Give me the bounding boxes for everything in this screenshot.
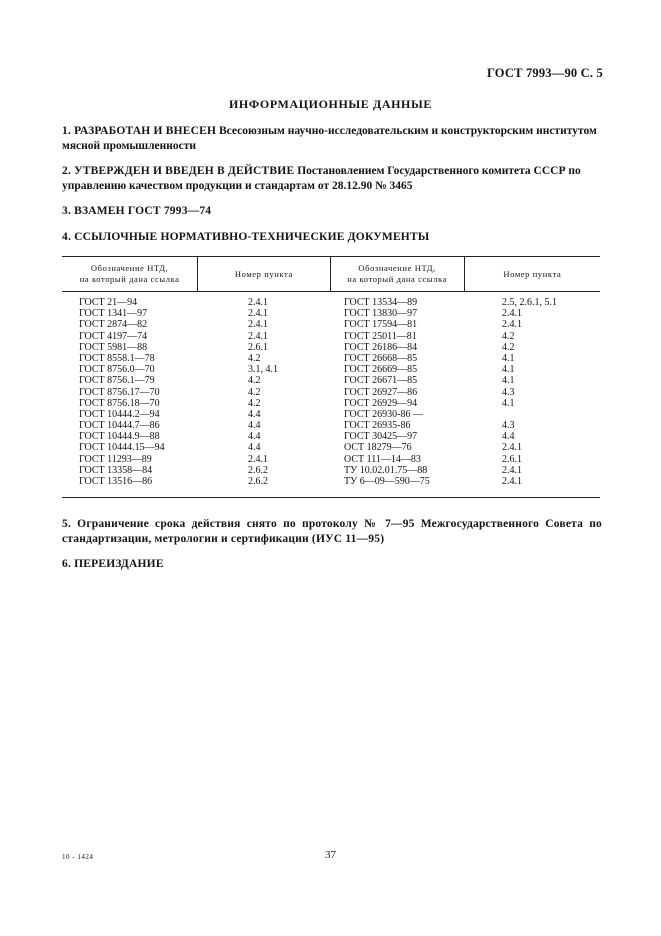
clause-cell: 4.4 <box>248 442 261 454</box>
clause-cell: 2.5, 2.6.1, 5.1 <box>502 297 557 308</box>
clause-cell: 4.2 <box>248 375 261 387</box>
clause-cell: 4.1 <box>502 397 515 409</box>
reference-table <box>62 256 600 498</box>
clause-cell: 3.1, 4.1 <box>248 364 278 376</box>
left-docs-column <box>62 297 198 487</box>
document-reference: ГОСТ 7993—90 С. 5 <box>486 66 603 80</box>
ntd-cell: ГОСТ 13516—86 <box>79 476 153 487</box>
clause-cell: 2.6.2 <box>248 464 268 476</box>
ntd-cell: ГОСТ 21—94 <box>79 297 138 308</box>
right-clauses-column <box>464 297 600 487</box>
ntd-cell: ГОСТ 26186—84 <box>344 341 418 353</box>
table-header <box>62 257 600 292</box>
ntd-cell: ГОСТ 10444.15—94 <box>79 442 165 454</box>
column-header-clause: Номер пункта <box>503 268 562 279</box>
section-title: ИНФОРМАЦИОННЫЕ ДАННЫЕ <box>229 97 432 111</box>
item-heading: 1. РАЗРАБОТАН И ВНЕСЕН <box>62 125 217 137</box>
ntd-cell: ГОСТ 26669—85 <box>344 364 418 376</box>
item-heading: 3. ВЗАМЕН ГОСТ 7993—74 <box>62 205 212 217</box>
clause-cell: 4.4 <box>248 420 261 432</box>
ntd-cell: ГОСТ 5981—88 <box>79 341 148 353</box>
ntd-cell: ГОСТ 26927—86 <box>344 386 418 398</box>
ntd-cell: ОСТ 111—14—83 <box>344 453 421 465</box>
clause-cell: 4.4 <box>248 431 261 443</box>
item-approved <box>62 164 602 194</box>
table-body <box>62 292 600 497</box>
clause-cell: 4.4 <box>502 431 515 443</box>
ntd-cell: ГОСТ 26671—85 <box>344 375 418 387</box>
ntd-cell: ГОСТ 8756.0—70 <box>79 364 155 376</box>
ntd-cell: ГОСТ 4197—74 <box>79 330 148 342</box>
ntd-cell: ГОСТ 26935-86 <box>344 420 411 432</box>
item-text: Всесоюзным научно-исследовательским и конструкторским институтом мясной промышленности <box>62 125 597 152</box>
clause-cell: 4.4 <box>248 408 261 420</box>
column-header-ntd <box>331 257 465 291</box>
ntd-cell: ГОСТ 11293—89 <box>79 453 152 465</box>
header-line: Обозначение НТД, <box>90 263 169 273</box>
item-heading: 4. ССЫЛОЧНЫЕ НОРМАТИВНО-ТЕХНИЧЕСКИЕ ДОКУМЕНТЫ <box>62 231 430 243</box>
clause-cell: 4.3 <box>502 386 515 398</box>
ntd-cell: ГОСТ 10444.7—86 <box>79 420 160 432</box>
clause-cell: 4.2 <box>502 341 515 353</box>
item-heading: 2. УТВЕРЖДЕН И ВВЕДЕН В ДЕЙСТВИЕ <box>62 165 295 177</box>
clause-cell: 2.6.1 <box>502 453 522 465</box>
clause-cell: 2.4.1 <box>248 319 268 331</box>
ntd-cell: ГОСТ 26668—85 <box>344 352 418 364</box>
ntd-cell: ГОСТ 13358—84 <box>79 464 153 476</box>
ntd-cell: ГОСТ 10444.9—88 <box>79 431 160 443</box>
ntd-cell: ГОСТ 30425—97 <box>344 431 418 443</box>
header-line: на который дана ссылка <box>79 274 180 284</box>
item-heading: 6. ПЕРЕИЗДАНИЕ <box>62 558 164 570</box>
item-heading: 5. Ограничение срока действия снято по протоколу № 7—95 Межгосударственного Совета по стандартизации, метрологии и сертификации (ИУС 11—95) <box>62 518 602 545</box>
ntd-cell: ГОСТ 25011—81 <box>344 330 417 342</box>
clause-cell: 4.1 <box>502 375 515 387</box>
ntd-cell: ГОСТ 8558.1—78 <box>79 352 155 364</box>
ntd-cell: ГОСТ 8756.18—70 <box>79 397 160 409</box>
item-text: Постановлением Государственного комитета СССР по управлению качеством продукции и стандартам от 28.12.90 № 3465 <box>62 165 581 192</box>
clause-cell: 4.1 <box>502 364 515 376</box>
clause-cell: 2.4.1 <box>502 442 522 454</box>
ntd-cell: ТУ 6—09—590—75 <box>344 476 430 487</box>
clause-cell: 2.4.1 <box>502 319 522 331</box>
clause-cell: 2.4.1 <box>248 453 268 465</box>
ntd-cell: ГОСТ 13830—97 <box>344 308 418 320</box>
clause-cell: 2.6.1 <box>248 341 268 353</box>
ntd-cell: ГОСТ 13534—89 <box>344 297 418 308</box>
header-line: Обозначение НТД, <box>358 263 436 273</box>
clause-cell: 2.6.2 <box>248 476 268 487</box>
clause-cell: 2.4.1 <box>502 308 522 320</box>
column-header-ntd <box>62 257 198 291</box>
ntd-cell: ОСТ 18279—76 <box>344 442 412 454</box>
ntd-cell: ГОСТ 8756.1—79 <box>79 375 155 387</box>
clause-cell: 2.4.1 <box>248 308 268 320</box>
clause-cell: 2.4.1 <box>248 297 268 308</box>
item-developed-by <box>62 124 602 154</box>
clause-cell: 4.1 <box>502 352 515 364</box>
page-number: 37 <box>325 849 336 861</box>
print-code: 10 - 1424 <box>62 853 94 861</box>
item-reference-documents <box>62 230 602 245</box>
ntd-cell: ГОСТ 1341—97 <box>79 308 148 320</box>
right-docs-column <box>330 297 464 487</box>
header-line: на который дана ссылка <box>347 274 448 284</box>
column-header-clause: Номер пункта <box>198 257 330 291</box>
ntd-cell: ГОСТ 26929—94 <box>344 397 418 409</box>
clause-cell: 2.4.1 <box>502 476 522 487</box>
ntd-cell: ГОСТ 2874—82 <box>79 319 148 331</box>
ntd-cell: ГОСТ 10444.2—94 <box>79 408 160 420</box>
ntd-cell: ГОСТ 26930-86 — <box>344 408 423 420</box>
ntd-cell: ТУ 10.02.01.75—88 <box>344 464 428 476</box>
clause-cell: 4.3 <box>502 420 515 432</box>
clause-cell: 4.2 <box>248 352 261 364</box>
left-clauses-column <box>198 297 330 487</box>
clause-cell: 4.2 <box>248 386 261 398</box>
clause-cell: 2.4.1 <box>502 464 522 476</box>
clause-cell: 4.2 <box>248 397 261 409</box>
item-validity-note <box>62 517 602 547</box>
ntd-cell: ГОСТ 8756.17—70 <box>79 386 160 398</box>
item-replaces <box>62 204 602 219</box>
clause-cell <box>464 409 600 420</box>
ntd-cell: ГОСТ 17594—81 <box>344 319 418 331</box>
item-reissue <box>62 557 602 572</box>
clause-cell: 2.4.1 <box>248 330 268 342</box>
clause-cell: 4.2 <box>502 330 515 342</box>
